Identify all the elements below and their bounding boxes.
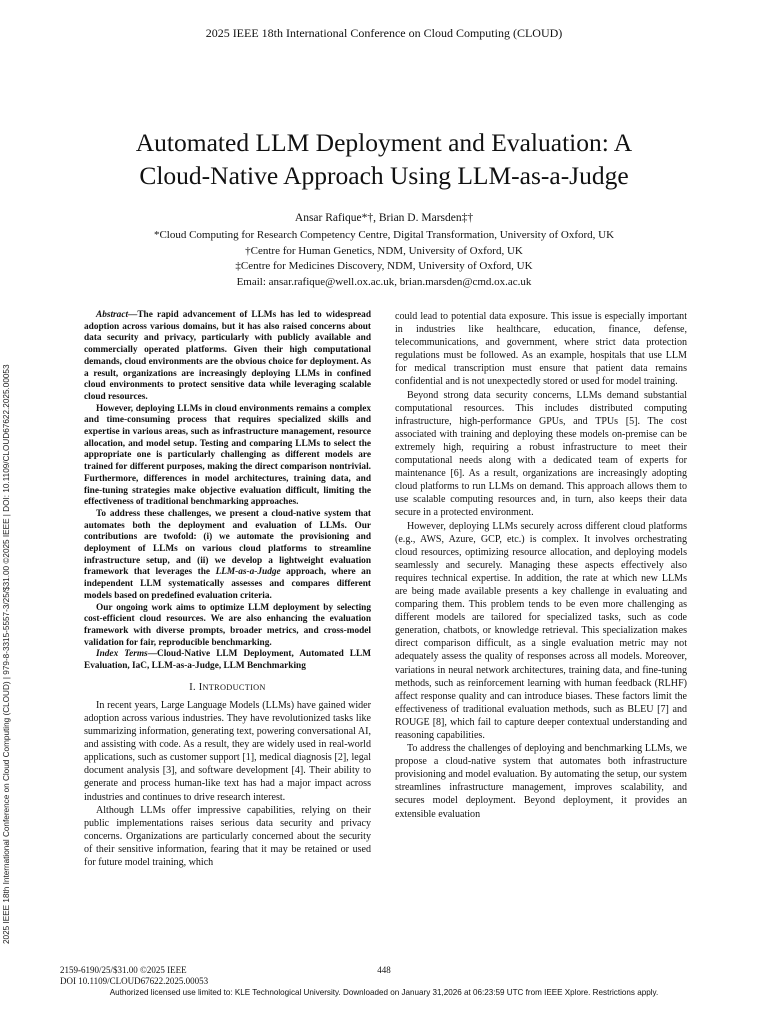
index-terms: Index Terms—Cloud-Native LLM Deployment, Automated LLM Evaluation, IaC, LLM-as-a-Judge, LLM Benchmarking xyxy=(84,649,371,672)
abstract-paragraph-4: Our ongoing work aims to optimize LLM deployment by selecting cost-efficient cloud resources. We are also enhancing the evaluation framework with diverse prompts, broader metrics, and cross-model validation for fair, reproducible benchmarking. xyxy=(84,602,371,648)
left-column xyxy=(84,310,371,869)
affiliation-2: †Centre for Human Genetics, NDM, University of Oxford, UK xyxy=(245,244,523,257)
right-paragraph-2: Beyond strong data security concerns, LLMs demand substantial computational resources. This includes distributed computing infrastructure, high-performance GPUs, and TPUs [5]. The cost associated with training and deploying these models on-premise can be extremely high, requiring a robust infrastructure to meet their computational needs along with a dedicated team of experts for maintenance [6]. As a result, organizations are increasingly adopting cloud platforms to run LLMs on demand. This approach allows them to use scalable computing resources and, in turn, also keeps their data secure in a protected environment. xyxy=(395,389,687,519)
author-email: Email: ansar.rafique@well.ox.ac.uk, brian.marsden@cmd.ox.ac.uk xyxy=(236,275,532,288)
affiliation-1: *Cloud Computing for Research Competency Centre, Digital Transformation, University of Oxford, UK xyxy=(153,229,615,241)
footer-doi: DOI 10.1109/CLOUD67622.2025.00053 xyxy=(60,976,209,986)
conference-header: 2025 IEEE 18th International Conference on Cloud Computing (CLOUD) xyxy=(205,26,563,40)
footer-issn: 2159-6190/25/$31.00 ©2025 IEEE xyxy=(60,965,187,975)
side-citation: 2025 IEEE 18th International Conference on Cloud Computing (CLOUD) | 979-8-3315-5557-3/25/$31.00 ©2025 IEEE | DOI: 10.1109/CLOUD67622.2025.00053 xyxy=(2,364,11,944)
intro-paragraph-2: Although LLMs offer impressive capabilities, relying on their public implementations raises serious data security and privacy concerns. Organizations are particularly concerned about the security of their sensitive information, fearing that it may be retained or used for future model training, which xyxy=(84,804,371,869)
affiliations xyxy=(60,228,708,290)
right-column xyxy=(395,310,687,821)
abstract-paragraph-3: To address these challenges, we present a cloud-native system that automates both the deployment and evaluation of LLMs. Our contributions are twofold: (i) we automate the provisioning and deployment of LLMs on various cloud platforms to streamline infrastructure setup, and (ii) we develop a lightweight evaluation framework that leverages the LLM-as-a-Judge approach, where an independent LLM systematically assesses and compares different models based on predefined evaluation criteria. xyxy=(84,508,371,601)
page-number: 448 xyxy=(377,965,391,975)
abstract-paragraph-1: Abstract—The rapid advancement of LLMs has led to widespread adoption across various domains, but it has also raised concerns about data security and privacy, particularly with publicly available and commercially operated platforms. Given their high computational demands, cloud environments are the obvious choice for deployment. As a result, organizations are increasingly deploying LLMs in confined cloud environments to protect sensitive data while leveraging scalable cloud resources. xyxy=(84,310,371,402)
affiliation-3: ‡Centre for Medicines Discovery, NDM, University of Oxford, UK xyxy=(235,260,533,272)
title-line-1: Automated LLM Deployment and Evaluation: A xyxy=(135,128,633,157)
title-line-2: Cloud-Native Approach Using LLM-as-a-Judge xyxy=(139,161,629,190)
abstract-label: Abstract xyxy=(96,310,129,320)
abstract xyxy=(84,310,371,673)
right-paragraph-4: To address the challenges of deploying and benchmarking LLMs, we propose a cloud-native system that automates both infrastructure provisioning and model evaluation. By automating the setup, our system streamlines infrastructure management, improves scalability, and secures model deployment. Beyond deployment, it provides an extensible evaluation xyxy=(395,743,687,820)
abstract-paragraph-2: However, deploying LLMs in cloud environments remains a complex and time-consuming process that requires specialized skills and expertise in various areas, such as infrastructure management, resource allocation, and model setup. Testing and comparing LLMs to select the appropriate one is particularly challenging as different models are trained for different purposes, making the direct comparison nontrivial. Furthermore, differences in model architectures, training data, and fine-tuning strategies make objective evaluation difficult, limiting the effectiveness of traditional benchmarking approaches. xyxy=(84,403,371,508)
index-terms-label: Index Terms xyxy=(96,649,148,660)
license-notice: Authorized licensed use limited to: KLE Technological University. Downloaded on January 31,2026 at 06:23:59 UTC from IEEE Xplore. Restrictions apply. xyxy=(109,988,659,997)
authors: Ansar Rafique*†, Brian D. Marsden‡† xyxy=(294,212,474,224)
right-paragraph-1: could lead to potential data exposure. This issue is especially important in industries like healthcare, education, finance, defense, telecommunications, and government, where strict data protection regulations must be followed. As an example, hospitals that use LLM for medical transcription must ensure that patient data remains confidential and is not unexpectedly stored or used for model training. xyxy=(395,311,687,388)
paper-title xyxy=(60,126,708,192)
section-heading-introduction: I. INTRODUCTION xyxy=(189,681,266,693)
right-paragraph-3: However, deploying LLMs securely across different cloud platforms (e.g., AWS, Azure, GCP, etc.) is complex. It involves orchestrating cloud resources, optimizing resource allocation, and deploying models seamlessly and securely. Managing these aspects effectively also requires technical expertise. In addition, the rate at which new LLMs are being made available presents a key challenge in evaluating and comparing them. This problem tends to be even more challenging as different models are tailored for specialized tasks, such as code generation, chatbots, or knowledge retrieval. This specialization makes direct comparison difficult, as a single evaluation metric may not adequately assess the quality of responses across all models. Moreover, variations in neural network architectures, training data, and fine-tuning methods, such as reinforcement learning with human feedback (RLHF) affect response quality and can introduce biases. These factors limit the effectiveness of traditional evaluation methods, such as BLEU [7] and ROUGE [8], which fail to capture deeper contextual understanding and reasoning capabilities. xyxy=(395,520,687,741)
intro-paragraph-1: In recent years, Large Language Models (LLMs) have gained wider adoption across various industries. They have revolutionized tasks like summarizing information, generating text, powering conversational AI, and assisting with code. As a result, they are widely used in real-world applications, such as customer support [1], medical diagnosis [2], legal document analysis [3], and software development [4]. Their ability to generate and process human-like text has had a major impact across industries and continues to drive research interest. xyxy=(84,699,371,803)
